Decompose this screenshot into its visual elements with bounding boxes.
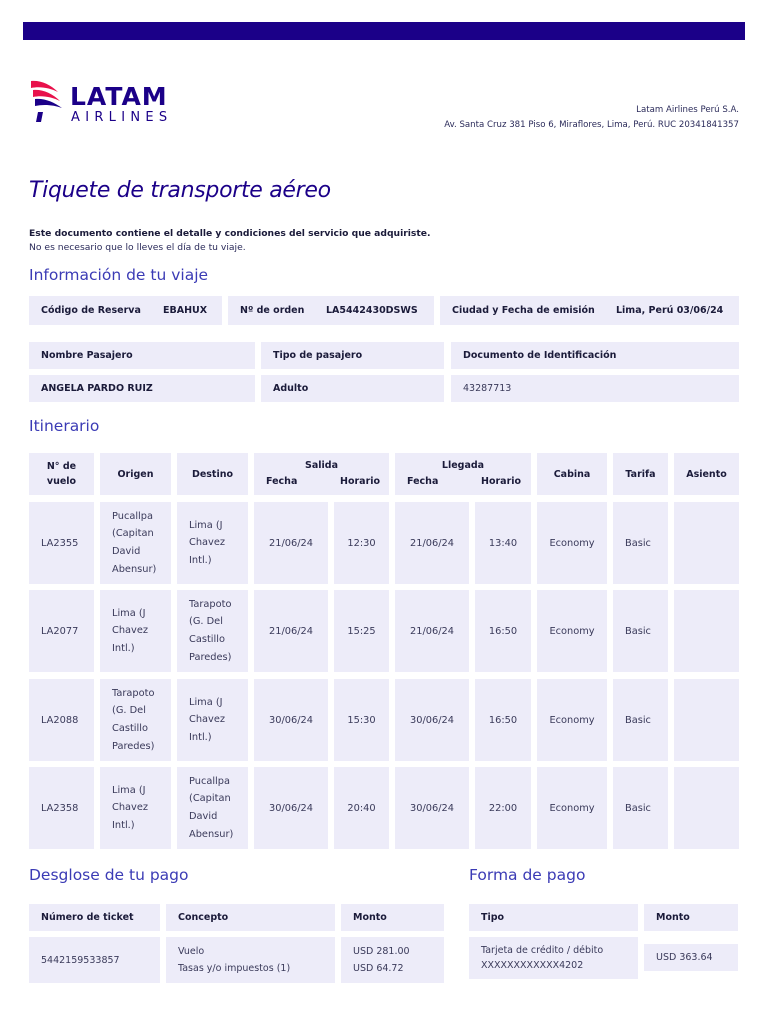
origin-cell-line: (G. Del [112,705,146,717]
payment-card-number: XXXXXXXXXXXX4202 [481,960,584,971]
fare-cell: Basic [613,767,668,849]
origin-cell [100,590,171,672]
destination-cell [177,767,248,849]
arrival-time-cell: 16:50 [475,679,531,761]
departure-time-label: Horario [340,476,381,487]
origin-cell [100,767,171,849]
arrival-date-cell: 30/06/24 [395,679,469,761]
destination-cell-text [189,596,231,666]
order-value: LA5442430DSWS [314,296,434,325]
origin-cell-line: Tarapoto [112,687,155,699]
id-label: Documento de Identificación [451,342,739,369]
destination-cell-line: Intl.) [189,554,212,566]
origin-cell-line: Chavez [112,625,149,637]
payment-amount-label: Monto [644,904,738,931]
destination-cell-line: Intl.) [189,731,212,743]
departure-date-cell: 21/06/24 [254,502,328,584]
flight-number-cell: LA2355 [29,502,94,584]
company-address: Av. Santa Cruz 381 Piso 6, Miraflores, Lima, Perú. RUC 20341841357 [444,120,739,130]
id-value: 43287713 [451,375,739,402]
departure-time-cell: 15:30 [334,679,389,761]
latam-logo-icon [30,78,70,124]
payment-type-value [469,937,638,979]
flight-number-cell: LA2077 [29,590,94,672]
destination-cell-line: Tarapoto [189,598,232,610]
origin-cell-line: (Capitan [112,528,154,540]
fare-cell: Basic [613,502,668,584]
flight-number-header [29,453,94,495]
arrival-header [395,453,531,495]
destination-cell-text [189,694,225,747]
seat-cell [674,767,739,849]
origin-cell-line: Intl.) [112,642,135,654]
intro-note: No es necesario que lo lleves el día de tu viaje. [29,242,246,253]
intro-text: Este documento contiene el detalle y condiciones del servicio que adquiriste. [29,228,431,239]
payment-amount-value: USD 363.64 [644,944,738,971]
issue-value: Lima, Perú 03/06/24 [604,296,739,325]
departure-label: Salida [305,460,338,471]
fare-cell: Basic [613,590,668,672]
ticket-number-label: Número de ticket [29,904,160,931]
logo-wordmark: LATAM [70,82,168,111]
itinerary-title: Itinerario [29,417,100,435]
amount-value [341,937,444,983]
company-name: Latam Airlines Perú S.A. [636,105,739,115]
amount-line-1: USD 281.00 [353,945,410,957]
destination-cell-line: (G. Del [189,616,223,628]
origin-cell-text [112,605,148,658]
departure-date-cell: 30/06/24 [254,767,328,849]
departure-date-label: Fecha [266,476,298,487]
concept-line-1: Vuelo [178,945,205,957]
origin-cell-line: Lima (J [112,784,146,796]
passenger-type-value: Adulto [261,375,444,402]
reservation-value: EBAHUX [151,296,222,325]
cabin-cell: Economy [537,679,607,761]
page-title: Tiquete de transporte aéreo [29,178,331,203]
arrival-date-cell: 30/06/24 [395,767,469,849]
destination-cell-line: David [189,811,218,822]
destination-cell [177,679,248,761]
origin-cell-text [112,782,148,835]
amount-label: Monto [341,904,444,931]
payment-breakdown-title: Desglose de tu pago [29,866,189,884]
fare-header: Tarifa [613,453,668,495]
origin-cell-line: Chavez [112,802,149,814]
origin-cell-line: Intl.) [112,819,135,831]
origin-cell [100,679,171,761]
latam-logo [30,78,200,128]
origin-cell-line: Paredes) [112,740,155,752]
arrival-time-cell: 13:40 [475,502,531,584]
origin-cell-line: Abensur) [112,563,157,575]
destination-cell-line: Lima (J [189,519,223,531]
destination-header: Destino [177,453,248,495]
destination-cell-line: Castillo [189,634,225,645]
concept-line-2: Tasas y/o impuestos (1) [178,963,291,974]
destination-cell-text [189,517,225,570]
passenger-value: ANGELA PARDO RUIZ [29,375,255,402]
origin-cell-line: Pucallpa [112,510,154,522]
reservation-label: Código de Reserva [29,296,151,325]
seat-cell [674,502,739,584]
origin-cell-text [112,508,156,578]
top-brand-bar [23,22,745,40]
destination-cell [177,502,248,584]
destination-cell [177,590,248,672]
arrival-date-cell: 21/06/24 [395,590,469,672]
destination-cell-line: Chavez [189,537,226,549]
departure-time-cell: 15:25 [334,590,389,672]
flight-header-line2: vuelo [46,476,77,487]
cabin-cell: Economy [537,590,607,672]
departure-time-cell: 12:30 [334,502,389,584]
destination-cell-text [189,773,233,843]
departure-date-cell: 21/06/24 [254,590,328,672]
arrival-time-cell: 16:50 [475,590,531,672]
origin-cell [100,502,171,584]
ticket-number-value: 5442159533857 [29,937,160,983]
origin-cell-line: Castillo [112,723,148,734]
departure-header [254,453,389,495]
origin-header: Origen [100,453,171,495]
flight-number-cell: LA2088 [29,679,94,761]
passenger-label: Nombre Pasajero [29,342,255,369]
cabin-header: Cabina [537,453,607,495]
payment-method-title: Forma de pago [469,866,586,884]
flight-number-cell: LA2358 [29,767,94,849]
origin-cell-line: Lima (J [112,607,146,619]
arrival-label: Llegada [441,460,485,471]
payment-type-label: Tipo [469,904,638,931]
concept-value [166,937,335,983]
logo-subtext: AIRLINES [71,110,173,125]
origin-cell-line: David [112,546,141,557]
cabin-cell: Economy [537,767,607,849]
order-label: Nº de orden [228,296,314,325]
cabin-cell: Economy [537,502,607,584]
seat-header: Asiento [674,453,739,495]
company-info [444,103,739,133]
origin-cell-text [112,685,154,755]
concept-label: Concepto [166,904,335,931]
payment-type-line-1: Tarjeta de crédito / débito [481,944,604,956]
arrival-date-label: Fecha [407,476,439,487]
destination-cell-line: Lima (J [189,696,223,708]
arrival-time-label: Horario [481,476,522,487]
issue-label: Ciudad y Fecha de emisión [440,296,604,325]
destination-cell-line: Paredes) [189,651,232,663]
seat-cell [674,590,739,672]
arrival-time-cell: 22:00 [475,767,531,849]
destination-cell-line: Pucallpa [189,775,231,787]
trip-info-title: Información de tu viaje [29,266,209,284]
amount-line-2: USD 64.72 [353,963,404,974]
fare-cell: Basic [613,679,668,761]
destination-cell-line: Chavez [189,714,226,726]
departure-date-cell: 30/06/24 [254,679,328,761]
seat-cell [674,679,739,761]
departure-time-cell: 20:40 [334,767,389,849]
flight-header-line1: N° de [46,461,77,472]
arrival-date-cell: 21/06/24 [395,502,469,584]
passenger-type-label: Tipo de pasajero [261,342,444,369]
destination-cell-line: Abensur) [189,828,234,840]
destination-cell-line: (Capitan [189,793,231,805]
